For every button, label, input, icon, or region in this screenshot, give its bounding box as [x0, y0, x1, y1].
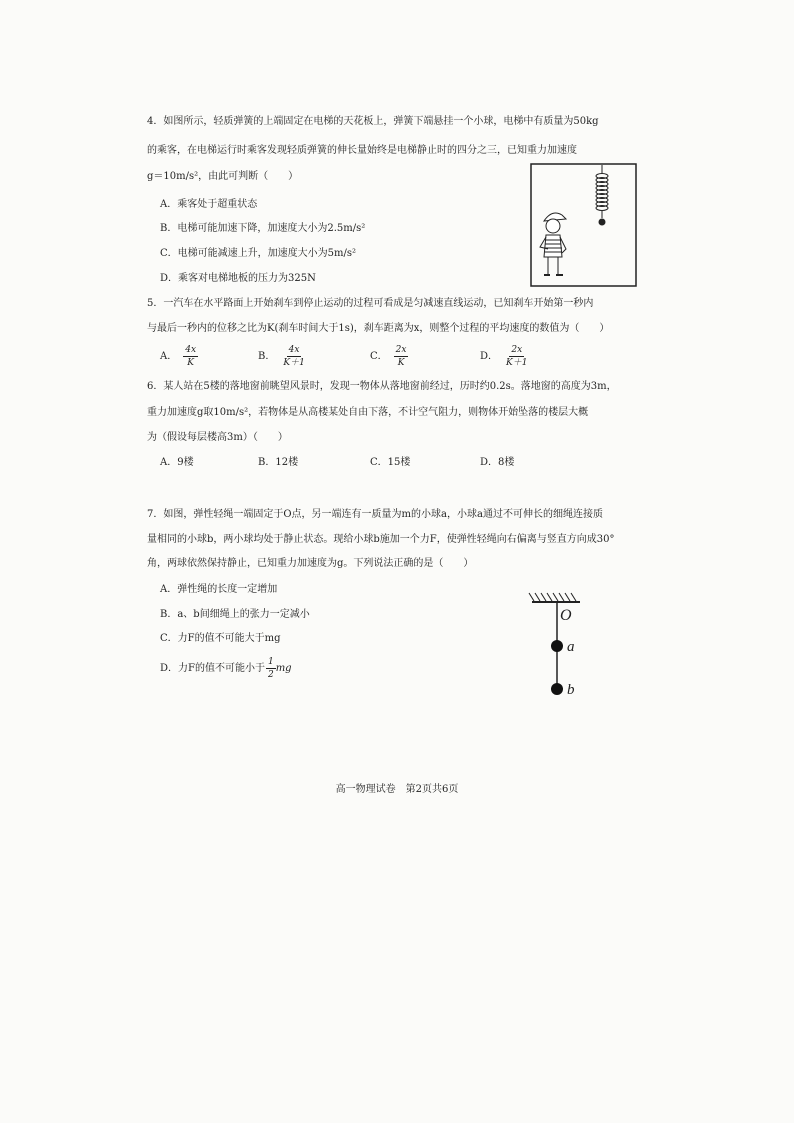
- q7-option-d: [160, 657, 292, 680]
- q4-line3: g＝10m/s²，由此可判断（ ）: [147, 171, 299, 182]
- q5-option-b-fraction: [281, 345, 306, 368]
- q4-option-b: B．电梯可能加速下降，加速度大小为2.5m/s²: [160, 223, 366, 234]
- q5-option-d-den: K＋1: [506, 358, 528, 368]
- q7-line3: 角，两球依然保持静止，已知重力加速度为g。下列说法正确的是（ ）: [147, 558, 474, 569]
- q5-option-a-fraction: [183, 345, 198, 368]
- page-footer: 高一物理试卷 第2页共6页: [335, 784, 459, 795]
- ceiling-hatch: [529, 593, 576, 601]
- q5-option-c-den: K: [397, 358, 405, 368]
- q5-option-a-den: K: [187, 358, 194, 368]
- q6-option-c: C．15楼: [370, 457, 411, 468]
- q7-option-d-text: D．力F的值不可能小于: [160, 663, 265, 674]
- q4-option-a: A．乘客处于超重状态: [160, 199, 258, 210]
- q7-option-d-den: 2: [267, 670, 274, 680]
- q6-option-a: A．9楼: [160, 457, 194, 468]
- label-b: b: [567, 682, 575, 698]
- q7-option-b: B．a、b间细绳上的张力一定减小: [160, 609, 310, 620]
- q5-option-d-fraction: [504, 345, 529, 368]
- q5-option-c-fraction: [394, 345, 409, 368]
- q5-option-a-num: 4x: [185, 345, 197, 355]
- q7-option-d-fraction: [266, 657, 276, 680]
- q7-line1: 7．如图，弹性轻绳一端固定于O点，另一端连有一质量为m的小球a，小球a通过不可伸长的细绳连接质: [147, 509, 603, 520]
- q5-line1: 5．一汽车在水平路面上开始刹车到停止运动的过程可看成是匀减速直线运动，已知刹车开始第一秒内: [147, 298, 594, 309]
- spring-icon: [596, 165, 608, 218]
- q5-option-a: [160, 345, 198, 368]
- q4-option-d: D．乘客对电梯地板的压力为325N: [160, 273, 316, 284]
- q5-option-c-label: C．: [370, 351, 388, 362]
- label-a: a: [567, 639, 575, 655]
- q5-option-d-num: 2x: [511, 345, 523, 355]
- q5-option-b-den: K＋1: [283, 358, 305, 368]
- q6-line2: 重力加速度g取10m/s²，若物体是从高楼某处自由下落，不计空气阻力，则物体开始坠落的楼层大概: [147, 407, 589, 418]
- q5-option-b-label: B．: [258, 351, 276, 362]
- q5-option-a-label: A．: [160, 351, 178, 362]
- q6-option-b: B．12楼: [258, 457, 299, 468]
- q5-option-d-label: D．: [480, 351, 499, 362]
- ball-a: [551, 640, 563, 652]
- q6-option-d: D．8楼: [480, 457, 515, 468]
- q4-option-c: C．电梯可能减速上升，加速度大小为5m/s²: [160, 248, 357, 259]
- q4-line2: 的乘客，在电梯运行时乘客发现轻质弹簧的伸长量始终是电梯静止时的四分之三，已知重力加速度: [147, 145, 577, 156]
- q7-option-d-tail: mg: [275, 663, 292, 674]
- label-o: O: [560, 607, 572, 624]
- q6-line1: 6．某人站在5楼的落地窗前眺望风景时，发现一物体从落地窗前经过，历时约0.2s。落地窗的高度为3m，: [147, 381, 617, 392]
- hanging-ball: [599, 219, 606, 226]
- q7-option-c: C．力F的值不可能大于mg: [160, 633, 281, 644]
- q4-line1: 4．如图所示，轻质弹簧的上端固定在电梯的天花板上，弹簧下端悬挂一个小球，电梯中有质量为50kg: [147, 116, 599, 127]
- q5-option-b-num: 4x: [288, 345, 300, 355]
- q6-line3: 为（假设每层楼高3m）（ ）: [147, 432, 288, 443]
- passenger-icon: [540, 213, 566, 275]
- q5-option-c-num: 2x: [395, 345, 407, 355]
- q7-option-a: A．弹性绳的长度一定增加: [160, 584, 278, 595]
- q5-option-c: [370, 345, 408, 368]
- ball-b: [551, 683, 563, 695]
- q7-option-d-num: 1: [267, 657, 274, 667]
- q7-line2: 量相同的小球b，两小球均处于静止状态。现给小球b施加一个力F，使弹性轻绳向右偏离与竖直方向成30°: [147, 534, 615, 545]
- q5-line2: 与最后一秒内的位移之比为K(刹车时间大于1s)，刹车距离为x，则整个过程的平均速度的数值为（ ）: [147, 323, 610, 334]
- q4-elevator-figure: [530, 163, 637, 287]
- q7-rope-figure: [525, 590, 595, 702]
- q5-option-d: [480, 345, 529, 368]
- q5-option-b: [258, 345, 307, 368]
